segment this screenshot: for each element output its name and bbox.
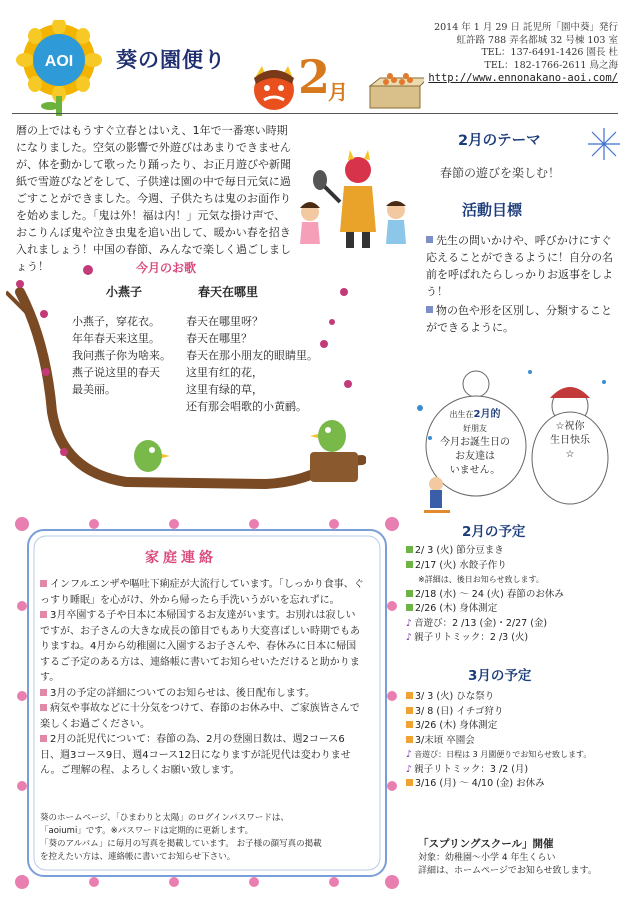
list-item: 3月卒園する子や日本に本帰国するお友達がいます。お別れは寂しいですが、お子さんの大きな成長の節目でもあり大変喜ばしい時期でもありますね。4月から幼稚園に入園するお子さんや、春休みに日本に帰国するご予定のある方は、連絡帳に書いてお知らせいただけると助かります。: [40, 610, 360, 683]
mar-schedule-list: [406, 690, 618, 792]
songs-heading: 今月のお歌: [136, 261, 197, 275]
theme-text: 春節の遊びを楽しむ！: [440, 166, 561, 180]
list-item: ♪ 音遊び：2 /13 (金)・2/27 (金): [406, 617, 548, 629]
logo-text: AOI: [44, 53, 74, 70]
aoi-logo: [14, 20, 104, 116]
child-girl-icon: [300, 202, 320, 244]
setsubun-kids-illustration: [286, 146, 420, 258]
music-note-icon: ♪: [406, 763, 413, 775]
list-item: 2/ 3 (火) 節分豆まき: [406, 544, 618, 559]
list-item: 2月の託児代について：春節の為、2月の登園日数は、週2コース6日、週3コース9日、週4コース12日になりますが託児代は変わりません。ご理解の程、よろしくお願い致します。: [40, 734, 351, 776]
list-item: 3月の予定の詳細についてのお知らせは、後日配布します。: [40, 686, 364, 702]
month-number: 2: [298, 50, 331, 104]
list-item: ♪ 親子リトミック：2 /3 (火): [406, 632, 529, 643]
goals-heading: 活動目標: [462, 201, 523, 219]
website-link[interactable]: http://www.ennonakano-aoi.com/: [428, 72, 618, 84]
goal-item-1: 先生の問いかけや、呼びかけにすぐ応えることができるように！自分の名前を呼ばれたらしっかりお返事をしよう！: [426, 234, 613, 298]
family-notice-list: [40, 577, 364, 779]
music-note-icon: ♪: [406, 617, 413, 629]
phone-2: TEL：182-1766-2611 鳥之海: [484, 59, 618, 71]
oni-costume-icon: [313, 150, 376, 248]
birthday-wish: ☆祝你 生日快乐 ☆: [550, 421, 590, 460]
goal-item-2: 物の色や形を区別し、分類することができるように。: [426, 304, 612, 334]
song-2-title: 春天在哪里: [198, 285, 259, 299]
address: 虹許路 788 弄名都城 32 号棟 103 室: [456, 34, 618, 46]
list-item: 2/17 (火) 水餃子作り: [406, 559, 618, 574]
song-1-title: 小燕子: [106, 285, 143, 299]
note: ※詳細は、後日お知らせ致します。: [418, 575, 544, 584]
bullet-icon: [426, 236, 433, 243]
hat-icon: [550, 387, 590, 398]
list-item: ♪ 親子リトミック：3 /2 (月): [406, 763, 529, 775]
bean-box-icon: [368, 72, 424, 110]
list-item: 2/26 (木) 身体測定: [406, 602, 618, 617]
birthday-message: 出生在2月的 好朋友 今月お誕生日の お友達は いません。: [440, 409, 510, 476]
feb-schedule-heading: 2月の予定: [462, 524, 526, 540]
tree-stump-icon: [310, 452, 358, 482]
list-item: 3/末頃 卒園会: [406, 734, 618, 749]
header-divider: [12, 113, 618, 114]
spring-school-heading: 「スプリングスクール」開催: [418, 838, 554, 850]
music-note-icon: ♪: [406, 749, 413, 760]
publisher-info: [418, 22, 618, 85]
song-1-lyrics: 小燕子，穿花衣。 年年春天来这里。 我问燕子你为啥来。 燕子说这里的春天 最美丽。: [72, 315, 171, 396]
bullet-icon: [426, 306, 433, 313]
newsletter-title: 葵の園便り: [116, 48, 226, 72]
list-item: 病気や事故などに十分気をつけて、春節のお休み中、ご家族皆さんで楽しくお過ごください。: [40, 703, 360, 730]
family-notice-heading: 家庭連絡: [145, 550, 217, 566]
green-bird-icon: [134, 440, 170, 472]
month-banner: [248, 50, 426, 112]
mar-schedule-heading: 3月の予定: [468, 668, 532, 684]
list-item: 2/18 (水) 〜 24 (火) 春節のお休み: [406, 588, 618, 603]
list-item: 3/16 (月) 〜 4/10 (金) お休み: [406, 777, 618, 792]
list-item: ♪ 音遊び：日程は 3 月園便りでお知らせ致します。: [406, 749, 592, 760]
issue-date: 2014 年 1 月 29 日 託児所「園中葵」発行: [434, 22, 618, 33]
child-boy-icon: [386, 201, 406, 244]
feb-schedule-list: [406, 544, 618, 646]
list-item: 3/ 8 (日) イチゴ狩り: [406, 705, 618, 720]
song-2-lyrics: 春天在哪里呀？ 春天在哪里？ 春天在那小朋友的眼睛里。 这里有红的花， 这里有绿的草， 还有那会唱歌的小黄鹂。: [186, 315, 318, 413]
family-notice-footnote: 葵のホームページ、「ひまわりと太陽」のログインパスワードは、 「aoiumi」です。※パスワードは定期的に更新します。 「葵のアルバム」に毎月の写真を掲載しています。 お子様の顔写真の掲載 を控えたい方は、連絡帳に書いてお知らせ下さい。: [40, 813, 322, 862]
green-bird-icon: [310, 420, 346, 452]
month-char: 月: [328, 80, 348, 104]
phone-1: TEL：137-6491-1426 園長 杜: [481, 47, 618, 58]
firework-icon: [586, 126, 622, 162]
theme-heading: 2月のテーマ: [458, 133, 541, 149]
list-item: 3/26 (木) 身体測定: [406, 719, 618, 734]
spring-school-details: 対象：幼稚園〜小学 4 年生くらい 詳細は、ホームページでお知らせ致します。: [418, 853, 597, 876]
list-item: インフルエンザや嘔吐下痢症が大流行しています。「しっかり食事、ぐっすり睡眠」を心がけ、外から帰ったら手洗いうがいを忘れずに。: [40, 579, 364, 606]
intro-paragraph: 暦の上ではもうすぐ立春とはいえ、1年で一番寒い時期になりました。空気の影響で外遊びはあまりできませんが、体を動かして歌ったり踊ったり、お正月遊びや新聞紙で雪遊びなどをして、子供達は園の中で毎日元気に過ごすことができました。今週、子供たちは鬼のお面作りを始めました。「鬼は外！福は内！」元気な掛け声で、おこりんぼ鬼や泣き虫鬼を追い出して、暖かい春を招き入れましょう！中国の春節、みんなで楽しく過ごしましょう！: [16, 124, 291, 273]
oni-mask-icon: [248, 62, 300, 112]
list-item: 3/ 3 (火) ひな祭り: [406, 690, 618, 705]
music-note-icon: ♪: [406, 632, 413, 643]
